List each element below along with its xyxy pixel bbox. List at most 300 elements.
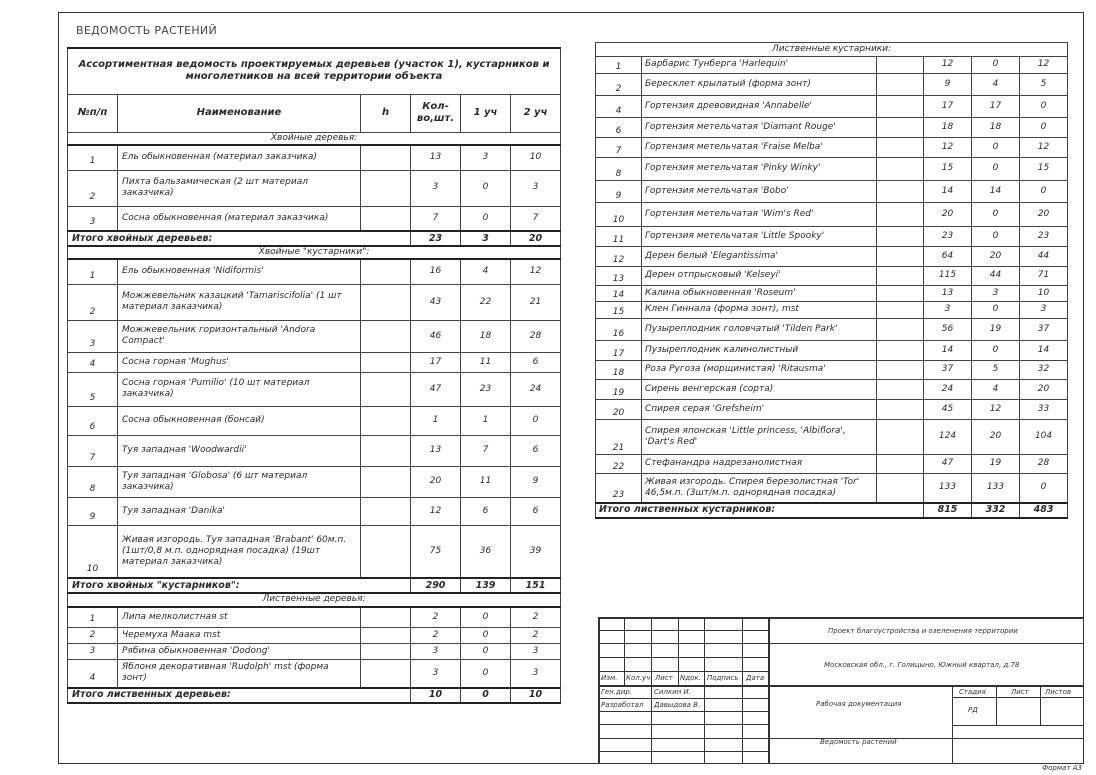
row-u2: 3 — [1020, 302, 1068, 319]
row-u2: 6 — [511, 435, 561, 466]
row-h — [877, 380, 924, 400]
table-row — [596, 302, 1068, 319]
total-u1: 0 — [461, 688, 511, 703]
row-h — [361, 435, 411, 466]
row-u1: 0 — [972, 158, 1020, 181]
row-qty: 17 — [411, 352, 461, 372]
row-name: Гортензия метельчатая 'Bobo' — [642, 181, 877, 203]
row-h — [877, 286, 924, 302]
row-u2: 0 — [1020, 181, 1068, 203]
row-u2: 6 — [511, 497, 561, 525]
row-name: Туя западная 'Woodwardii' — [118, 435, 361, 466]
row-qty: 12 — [924, 138, 972, 158]
stamp-razrab-name: Давыдова В. — [654, 701, 701, 709]
row-name: Можжевельник горизонтальный 'Andora Compact' — [118, 320, 361, 352]
row-h — [361, 525, 411, 578]
row-qty: 12 — [924, 57, 972, 74]
row-u2: 10 — [511, 145, 561, 170]
row-number: 2 — [596, 74, 642, 96]
row-h — [361, 206, 411, 231]
row-h — [361, 660, 411, 688]
stamp-stage-doc: Рабочая документация — [816, 700, 902, 708]
row-h — [361, 259, 411, 284]
row-qty: 1 — [411, 406, 461, 435]
row-number: 20 — [596, 400, 642, 420]
table-row — [68, 145, 561, 170]
row-number: 10 — [596, 203, 642, 227]
row-h — [877, 341, 924, 361]
row-h — [877, 138, 924, 158]
row-number: 13 — [596, 267, 642, 286]
stamp-gendir-label: Ген.дир. — [601, 688, 633, 696]
stamp-address: Московская обл., г. Голицыно, Южный квартал, д.78 — [824, 661, 1020, 669]
row-number: 18 — [596, 361, 642, 380]
row-name: Черемуха Маака mst — [118, 628, 361, 644]
total-label: Итого хвойных "кустарников": — [68, 578, 411, 593]
row-qty: 56 — [924, 319, 972, 341]
row-qty: 133 — [924, 474, 972, 503]
row-u1: 12 — [972, 400, 1020, 420]
row-u1: 19 — [972, 455, 1020, 474]
row-qty: 13 — [411, 435, 461, 466]
row-u2: 6 — [511, 352, 561, 372]
row-number: 7 — [68, 435, 118, 466]
row-number: 3 — [68, 644, 118, 660]
row-qty: 2 — [411, 628, 461, 644]
row-number: 3 — [68, 320, 118, 352]
row-u1: 3 — [461, 145, 511, 170]
table-row — [596, 138, 1068, 158]
table-row — [596, 380, 1068, 400]
row-h — [361, 352, 411, 372]
row-number: 16 — [596, 319, 642, 341]
row-qty: 15 — [924, 158, 972, 181]
stamp-list: Лист — [655, 674, 673, 682]
row-u2: 71 — [1020, 267, 1068, 286]
table-row — [596, 57, 1068, 74]
row-name: Гортензия метельчатая 'Fraise Melba' — [642, 138, 877, 158]
total-label: Итого лиственных деревьев: — [68, 688, 411, 703]
row-number: 9 — [596, 181, 642, 203]
row-qty: 20 — [411, 466, 461, 497]
total-conifer-trees — [68, 231, 561, 246]
row-name: Яблоня декоративная 'Rudolph' mst (форма зонт) — [118, 660, 361, 688]
table-row — [596, 361, 1068, 380]
stamp-izm: Изм. — [601, 674, 618, 682]
stamp-data: Дата — [746, 674, 765, 682]
row-u2: 5 — [1020, 74, 1068, 96]
row-h — [361, 170, 411, 206]
table-row — [68, 660, 561, 688]
header-u1: 1 уч — [461, 94, 511, 132]
row-h — [877, 420, 924, 455]
row-u1: 0 — [972, 138, 1020, 158]
row-name: Сосна обыкновенная (бонсай) — [118, 406, 361, 435]
header-u2: 2 уч — [511, 94, 561, 132]
row-qty: 24 — [924, 380, 972, 400]
row-qty: 43 — [411, 284, 461, 320]
table-row — [68, 497, 561, 525]
row-number: 8 — [596, 158, 642, 181]
row-h — [361, 372, 411, 406]
row-number: 2 — [68, 170, 118, 206]
table-row — [596, 420, 1068, 455]
row-qty: 64 — [924, 247, 972, 267]
row-u1: 22 — [461, 284, 511, 320]
row-qty: 47 — [924, 455, 972, 474]
row-u1: 0 — [972, 227, 1020, 247]
row-h — [361, 497, 411, 525]
stamp-gendir-name: Силкин И. — [654, 688, 691, 696]
left-header-row — [68, 94, 561, 132]
row-u1: 0 — [972, 302, 1020, 319]
title-block — [598, 617, 1084, 764]
row-u1: 3 — [972, 286, 1020, 302]
row-u2: 20 — [1020, 380, 1068, 400]
row-name: Рябина обыкновенная 'Dodong' — [118, 644, 361, 660]
row-name: Пихта бальзамическая (2 шт материал заказчика) — [118, 170, 361, 206]
row-qty: 23 — [924, 227, 972, 247]
table-row — [596, 118, 1068, 138]
stamp-list-label: Лист — [1011, 688, 1029, 696]
row-name: Дерен отпрысковый 'Kelseyi' — [642, 267, 877, 286]
row-u2: 2 — [511, 628, 561, 644]
row-number: 1 — [68, 607, 118, 628]
total-u1: 3 — [461, 231, 511, 246]
row-u1: 0 — [461, 628, 511, 644]
row-number: 17 — [596, 341, 642, 361]
row-u1: 0 — [461, 607, 511, 628]
row-qty: 45 — [924, 400, 972, 420]
row-u2: 12 — [1020, 57, 1068, 74]
row-qty: 13 — [411, 145, 461, 170]
table-row — [68, 644, 561, 660]
section-conifer-shrubs: Хвойные "кустарники": — [68, 246, 561, 259]
total-u1: 139 — [461, 578, 511, 593]
row-qty: 16 — [411, 259, 461, 284]
row-u1: 0 — [461, 644, 511, 660]
row-qty: 47 — [411, 372, 461, 406]
row-h — [877, 74, 924, 96]
row-h — [877, 158, 924, 181]
row-name: Спирея японская 'Little princess, 'Albiflora', 'Dart's Red' — [642, 420, 877, 455]
row-qty: 115 — [924, 267, 972, 286]
table-row — [68, 466, 561, 497]
row-u1: 1 — [461, 406, 511, 435]
row-h — [361, 466, 411, 497]
row-u1: 20 — [972, 247, 1020, 267]
row-u2: 0 — [1020, 118, 1068, 138]
row-number: 21 — [596, 420, 642, 455]
total-deciduous-trees — [68, 688, 561, 703]
row-name: Ель обыкновенная 'Nidiformis' — [118, 259, 361, 284]
table-row — [68, 170, 561, 206]
row-u2: 21 — [511, 284, 561, 320]
row-h — [877, 361, 924, 380]
row-u1: 4 — [461, 259, 511, 284]
table-row — [596, 267, 1068, 286]
row-h — [361, 284, 411, 320]
row-u1: 6 — [461, 497, 511, 525]
row-h — [877, 302, 924, 319]
total-qty: 290 — [411, 578, 461, 593]
row-number: 1 — [68, 259, 118, 284]
row-u1: 0 — [972, 57, 1020, 74]
row-u1: 17 — [972, 96, 1020, 118]
row-qty: 9 — [924, 74, 972, 96]
row-u1: 5 — [972, 361, 1020, 380]
row-u1: 18 — [972, 118, 1020, 138]
row-h — [361, 628, 411, 644]
row-u1: 18 — [461, 320, 511, 352]
total-u2: 483 — [1020, 503, 1068, 518]
row-number: 9 — [68, 497, 118, 525]
row-qty: 3 — [924, 302, 972, 319]
row-qty: 75 — [411, 525, 461, 578]
row-h — [877, 203, 924, 227]
row-u2: 33 — [1020, 400, 1068, 420]
row-number: 15 — [596, 302, 642, 319]
table-row — [596, 474, 1068, 503]
row-name: Сосна горная 'Mughus' — [118, 352, 361, 372]
left-plant-table — [67, 47, 561, 704]
row-name: Калина обыкновенная 'Roseum' — [642, 286, 877, 302]
table-row — [596, 247, 1068, 267]
row-h — [877, 474, 924, 503]
table-row — [596, 455, 1068, 474]
format-label: Формат А3 — [1042, 764, 1082, 772]
row-u1: 14 — [972, 181, 1020, 203]
row-u2: 104 — [1020, 420, 1068, 455]
row-u2: 44 — [1020, 247, 1068, 267]
row-number: 12 — [596, 247, 642, 267]
row-u2: 20 — [1020, 203, 1068, 227]
table-row — [596, 203, 1068, 227]
row-number: 2 — [68, 628, 118, 644]
table-row — [68, 435, 561, 466]
row-number: 3 — [68, 206, 118, 231]
row-u2: 14 — [1020, 341, 1068, 361]
section-deciduous-trees: Лиственные деревья: — [68, 593, 561, 606]
row-h — [361, 607, 411, 628]
row-qty: 7 — [411, 206, 461, 231]
row-number: 8 — [68, 466, 118, 497]
row-name: Пузыреплодник калинолистный — [642, 341, 877, 361]
right-plant-table — [595, 42, 1068, 519]
total-deciduous-shrubs — [596, 503, 1068, 518]
row-name: Можжевельник казацкий 'Tamariscifolia' (1 шт материал заказчика) — [118, 284, 361, 320]
row-h — [877, 118, 924, 138]
row-number: 7 — [596, 138, 642, 158]
row-number: 5 — [68, 372, 118, 406]
table-row — [68, 628, 561, 644]
row-qty: 14 — [924, 181, 972, 203]
total-u2: 20 — [511, 231, 561, 246]
row-number: 10 — [68, 525, 118, 578]
row-u2: 23 — [1020, 227, 1068, 247]
row-u2: 10 — [1020, 286, 1068, 302]
row-u2: 0 — [1020, 96, 1068, 118]
section-conifer-trees: Хвойные деревья: — [68, 132, 561, 145]
total-qty: 23 — [411, 231, 461, 246]
total-conifer-shrubs — [68, 578, 561, 593]
row-number: 2 — [68, 284, 118, 320]
stamp-kol: Кол.уч — [626, 674, 651, 682]
row-u1: 0 — [461, 660, 511, 688]
row-u2: 2 — [511, 607, 561, 628]
row-u2: 3 — [511, 660, 561, 688]
row-u1: 7 — [461, 435, 511, 466]
row-name: Пузыреплодник головчатый 'Tilden Park' — [642, 319, 877, 341]
row-name: Сосна обыкновенная (материал заказчика) — [118, 206, 361, 231]
row-name: Липа мелколистная st — [118, 607, 361, 628]
row-u1: 20 — [972, 420, 1020, 455]
sheet-title: ВЕДОМОСТЬ РАСТЕНИЙ — [76, 24, 217, 37]
row-number: 4 — [68, 660, 118, 688]
row-number: 19 — [596, 380, 642, 400]
row-u1: 11 — [461, 466, 511, 497]
row-qty: 2 — [411, 607, 461, 628]
row-h — [361, 644, 411, 660]
row-name: Ель обыкновенная (материал заказчика) — [118, 145, 361, 170]
total-u1: 332 — [972, 503, 1020, 518]
table-row — [596, 96, 1068, 118]
row-name: Туя западная 'Danika' — [118, 497, 361, 525]
row-name: Клен Гиннала (форма зонт), mst — [642, 302, 877, 319]
table-row — [68, 607, 561, 628]
row-u1: 44 — [972, 267, 1020, 286]
left-table-title: Ассортиментная ведомость проектируемых деревьев (участок 1), кустарников и многолетников на всей территории объекта — [68, 48, 561, 94]
header-name: Наименование — [118, 94, 361, 132]
row-number: 22 — [596, 455, 642, 474]
stamp-sheet-name: Ведомость растений — [820, 738, 897, 746]
row-h — [877, 455, 924, 474]
header-num: №п/п — [68, 94, 118, 132]
stamp-stadia-label: Стадия — [959, 688, 986, 696]
row-name: Гортензия древовидная 'Annabelle' — [642, 96, 877, 118]
row-number: 23 — [596, 474, 642, 503]
row-number: 6 — [596, 118, 642, 138]
table-row — [68, 320, 561, 352]
row-name: Роза Ругоза (морщинистая) 'Ritausma' — [642, 361, 877, 380]
row-u2: 3 — [511, 170, 561, 206]
row-h — [361, 406, 411, 435]
row-u1: 23 — [461, 372, 511, 406]
total-u2: 151 — [511, 578, 561, 593]
stamp-stadia-value: РД — [968, 706, 978, 714]
row-h — [877, 96, 924, 118]
row-name: Гортензия метельчатая 'Pinky Winky' — [642, 158, 877, 181]
table-row — [596, 227, 1068, 247]
table-row — [68, 352, 561, 372]
row-name: Живая изгородь. Спирея березолистная 'Tor' 46,5м.п. (3шт/м.п. однорядная посадка) — [642, 474, 877, 503]
row-u2: 7 — [511, 206, 561, 231]
table-row — [68, 284, 561, 320]
row-u2: 15 — [1020, 158, 1068, 181]
total-qty: 815 — [924, 503, 972, 518]
table-row — [596, 181, 1068, 203]
row-h — [877, 400, 924, 420]
table-row — [68, 259, 561, 284]
row-h — [877, 57, 924, 74]
header-h: h — [361, 94, 411, 132]
row-h — [877, 247, 924, 267]
row-u2: 37 — [1020, 319, 1068, 341]
row-u1: 11 — [461, 352, 511, 372]
table-row — [68, 206, 561, 231]
row-name: Дерен белый 'Elegantissima' — [642, 247, 877, 267]
row-qty: 13 — [924, 286, 972, 302]
row-number: 1 — [68, 145, 118, 170]
table-row — [596, 286, 1068, 302]
row-qty: 12 — [411, 497, 461, 525]
table-row — [596, 158, 1068, 181]
row-u2: 28 — [511, 320, 561, 352]
stamp-listov-label: Листов — [1045, 688, 1072, 696]
total-label: Итого хвойных деревьев: — [68, 231, 411, 246]
row-u1: 4 — [972, 380, 1020, 400]
row-u1: 133 — [972, 474, 1020, 503]
row-u2: 3 — [511, 644, 561, 660]
stamp-razrab-label: Разработал — [601, 701, 644, 709]
table-row — [68, 372, 561, 406]
stamp-podp: Подпись — [707, 674, 739, 682]
row-qty: 3 — [411, 170, 461, 206]
total-label: Итого лиственных кустарников: — [596, 503, 924, 518]
row-u1: 0 — [972, 203, 1020, 227]
row-name: Бересклет крылатый (форма зонт) — [642, 74, 877, 96]
row-qty: 20 — [924, 203, 972, 227]
row-name: Стефанандра надрезанолистная — [642, 455, 877, 474]
row-u2: 32 — [1020, 361, 1068, 380]
row-name: Спирея серая 'Grefsheim' — [642, 400, 877, 420]
row-qty: 18 — [924, 118, 972, 138]
table-row — [596, 341, 1068, 361]
row-qty: 3 — [411, 644, 461, 660]
row-u1: 19 — [972, 319, 1020, 341]
row-u1: 0 — [461, 170, 511, 206]
table-row — [596, 400, 1068, 420]
row-u2: 12 — [511, 259, 561, 284]
row-qty: 14 — [924, 341, 972, 361]
row-name: Гортензия метельчатая 'Wim's Red' — [642, 203, 877, 227]
stamp-ndok: Nдок. — [680, 674, 701, 682]
row-qty: 124 — [924, 420, 972, 455]
row-qty: 3 — [411, 660, 461, 688]
header-qty: Кол-во,шт. — [411, 94, 461, 132]
row-number: 4 — [596, 96, 642, 118]
row-h — [877, 227, 924, 247]
row-number: 14 — [596, 286, 642, 302]
row-name: Сосна горная 'Pumilio' (10 шт материал заказчика) — [118, 372, 361, 406]
row-number: 4 — [68, 352, 118, 372]
row-h — [877, 267, 924, 286]
table-row — [596, 319, 1068, 341]
row-u2: 24 — [511, 372, 561, 406]
table-row — [596, 74, 1068, 96]
row-name: Гортензия метельчатая 'Diamant Rouge' — [642, 118, 877, 138]
row-u2: 0 — [1020, 474, 1068, 503]
row-u2: 28 — [1020, 455, 1068, 474]
row-h — [877, 319, 924, 341]
row-number: 6 — [68, 406, 118, 435]
row-u2: 0 — [511, 406, 561, 435]
row-name: Сирень венгерская (сорта) — [642, 380, 877, 400]
stamp-project: Проект благоустройства и озеленения территории — [828, 627, 1018, 635]
total-u2: 10 — [511, 688, 561, 703]
table-row — [68, 525, 561, 578]
row-name: Барбарис Тунберга 'Harlequin' — [642, 57, 877, 74]
